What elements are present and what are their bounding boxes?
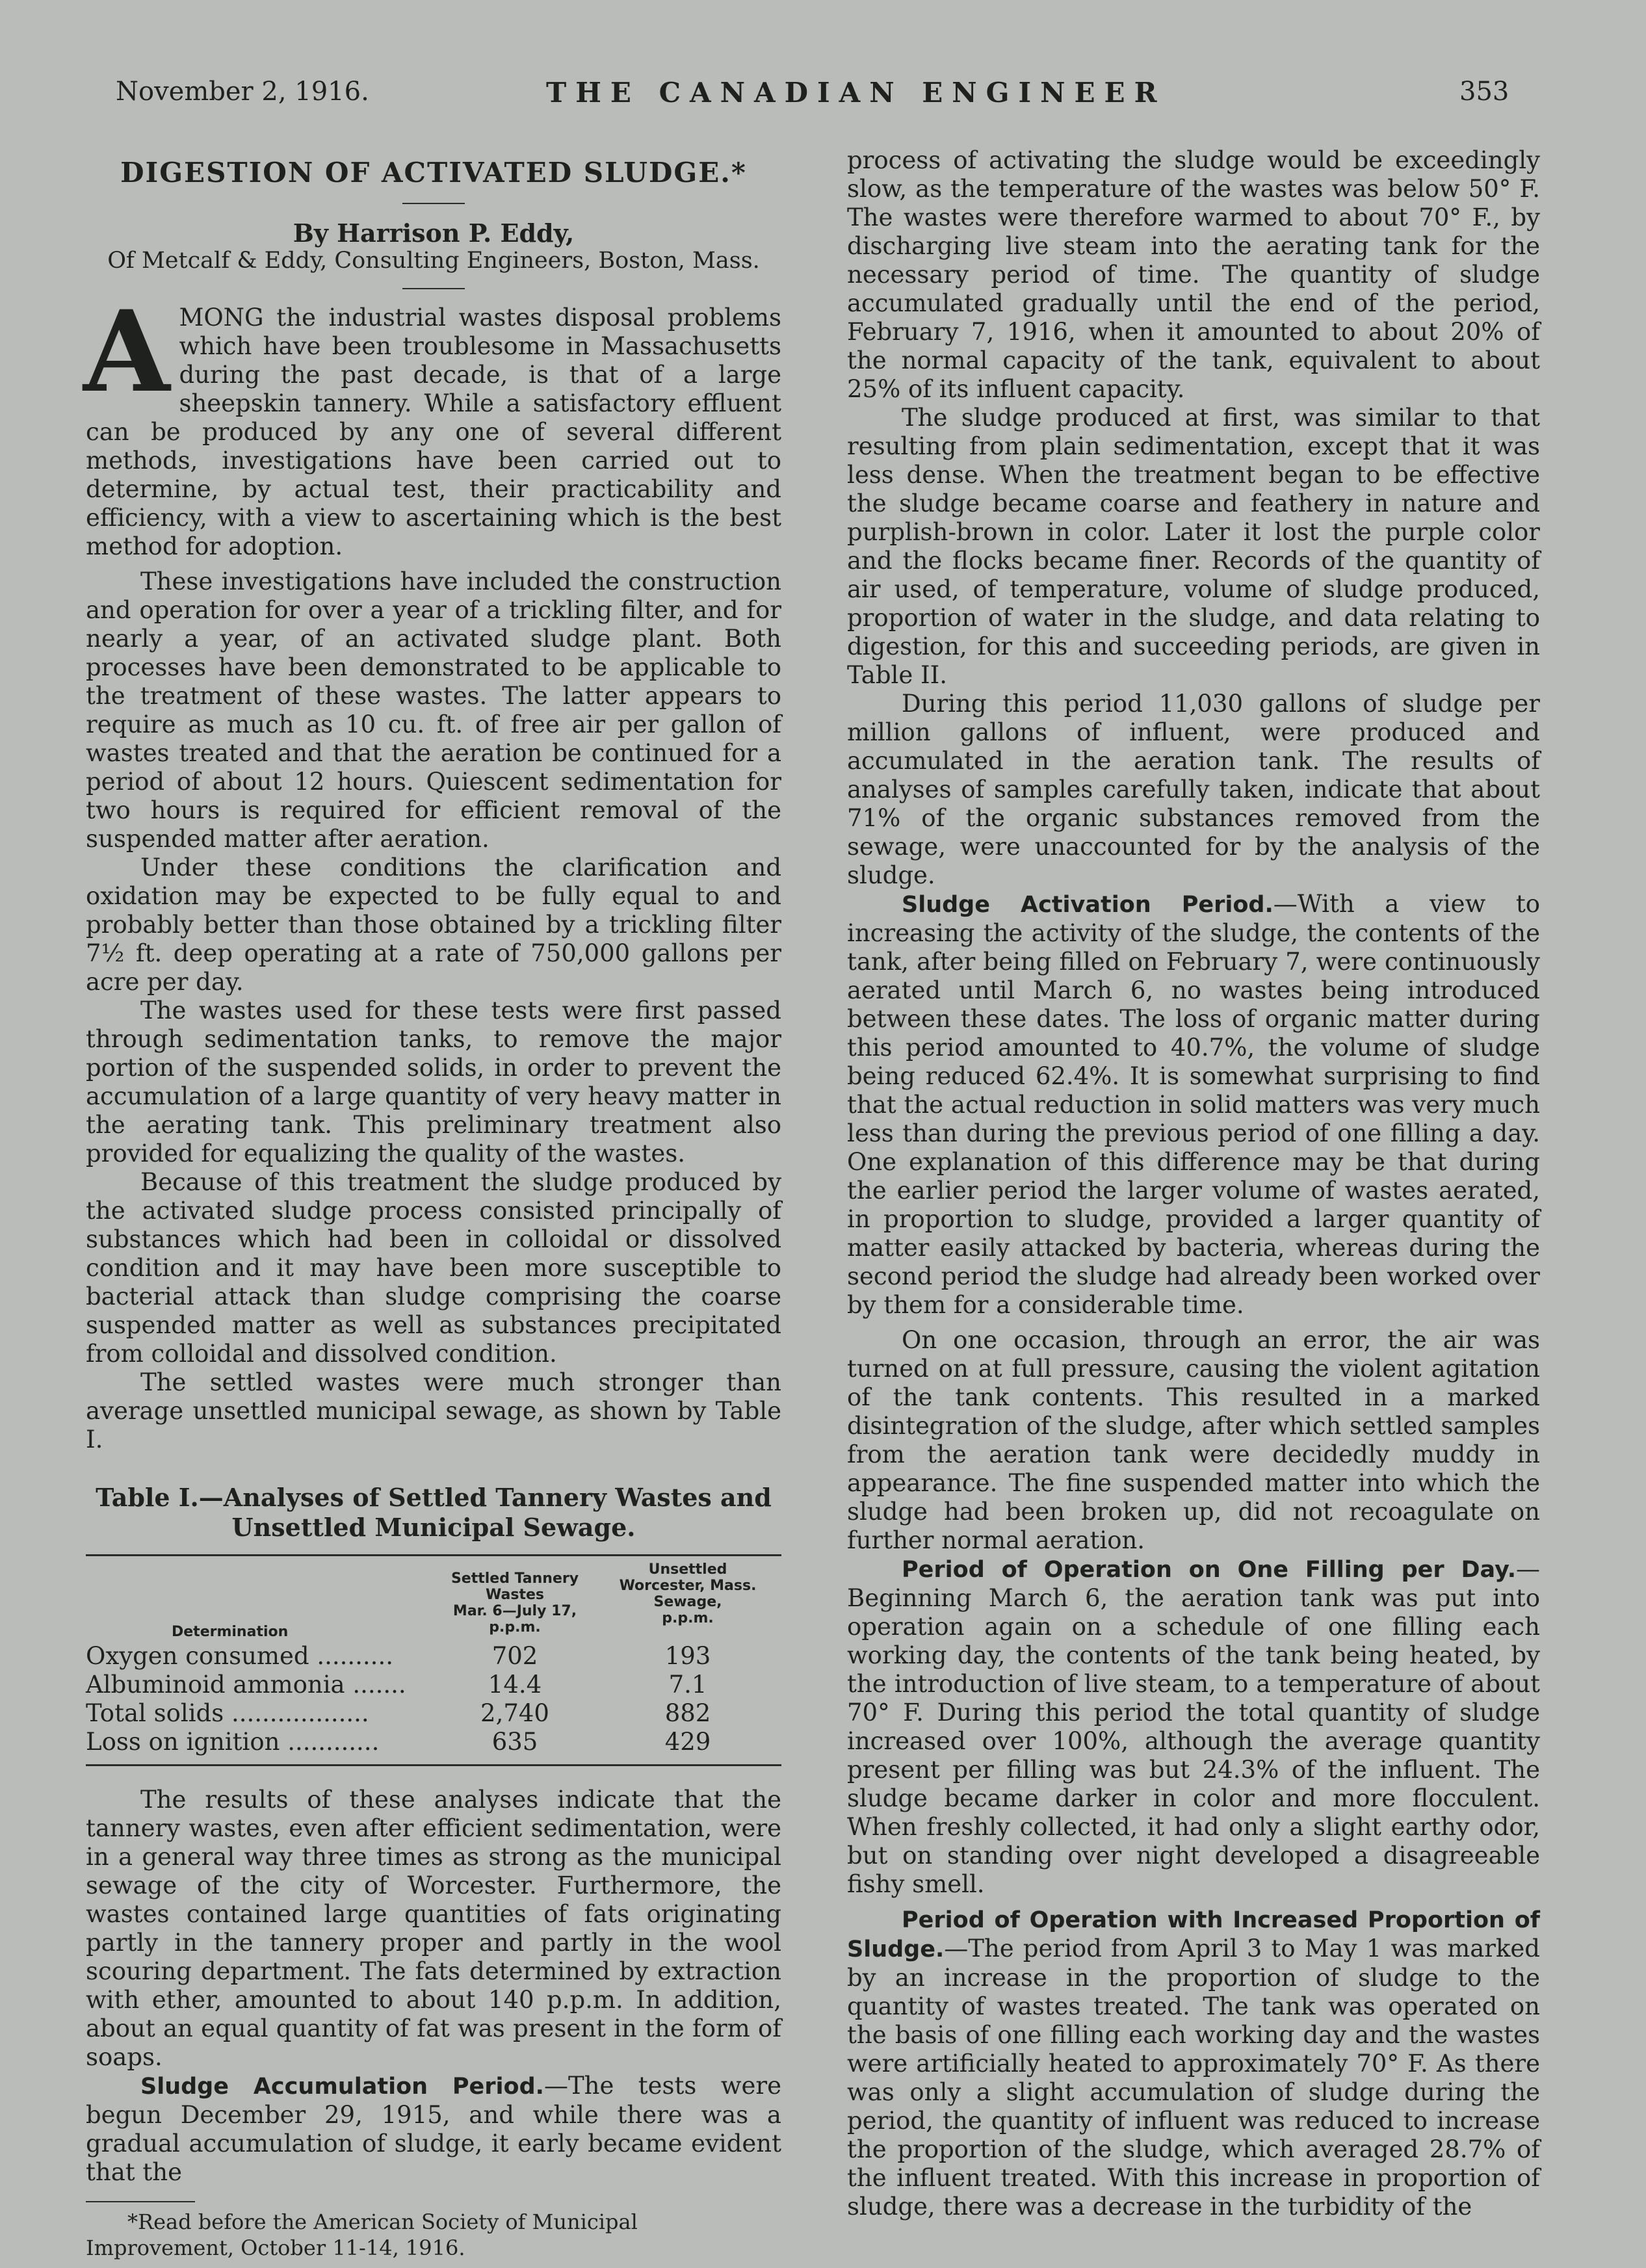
paragraph: These investigations have included the construction and operation for over a year of a trickling filter, and for nearly a year, of an activated sludge plant. Both processes have been demonstrated to be applicable to the treatment of these wastes. The latter appears to require as much as 10 cu. ft. of free air per gallon of wastes treated and that the aeration be continued for a period of about 12 hours. Quiescent sedimentation for two hours is required for efficient removal of the suspended matter after aeration. bbox=[86, 567, 781, 853]
section-sludge-accumulation: Sludge Accumulation Period.—The tests were begun December 29, 1915, and while there was a gradual accumulation of sludge, it early became evident that the bbox=[86, 2072, 781, 2186]
table-row: Total solids .................. 2,740 882 bbox=[86, 1699, 711, 1727]
table-row: Albuminoid ammonia ....... 14.4 7.1 bbox=[86, 1671, 707, 1699]
byline-divider bbox=[402, 288, 465, 289]
intro-text: MONG the industrial wastes disposal problems which have been troublesome in Massachusetts during the past decade, is that of a large sheepskin tannery. While a satisfactory effluent can be produced by any one of several different methods, investigations have been carried out to determine, by actual test, their practicability and efficiency, with a view to ascertaining which is the best method for adoption. bbox=[86, 304, 781, 560]
title-divider bbox=[402, 203, 465, 204]
drop-cap: A bbox=[83, 285, 170, 417]
paragraph: The settled wastes were much stronger than average unsettled municipal sewage, as shown by Table I. bbox=[86, 1368, 781, 1453]
section-one-filling: Period of Operation on One Filling per Day.—Beginning March 6, the aeration tank was put into operation again on a schedule of one filling each working day, the contents of the tank being heated, by the introduction of live steam, to a temperature of about 70° F. During this period the total quantity of sludge increased over 100%, although the average quantity present per filling was but 24.3% of the influent. The sludge became darker in color and more flocculent. When freshly collected, it had only a slight earthy odor, but on standing over night developed a disagreeable fishy smell. bbox=[847, 1555, 1540, 1898]
paragraph: The wastes used for these tests were first passed through sedimentation tanks, to remove the major portion of the suspended solids, in order to prevent the accumulation of a large quantity of very heavy matter in the aerating tank. This preliminary treatment also provided for equalizing the quality of the wastes. bbox=[86, 997, 781, 1167]
intro-paragraph bbox=[83, 285, 781, 561]
paragraph: Because of this treatment the sludge produced by the activated sludge process consisted principally of substances which had been in colloidal or dissolved condition and it may have been more susceptible to bacterial attack than sludge comprising the coarse suspended matter as well as substances precipitated from colloidal and dissolved condition. bbox=[86, 1168, 781, 1368]
column-header-tannery: Settled Tannery Wastes Mar. 6—July 17, p.p.m. bbox=[451, 1571, 579, 1636]
table-header bbox=[86, 1561, 781, 1642]
paragraph: process of activating the sludge would be exceedingly slow, as the temperature of the wastes was below 50° F. The wastes were therefore warmed to about 70° F., by discharging live steam into the aerating tank for the necessary period of time. The quantity of sludge accumulated gradually until the end of the period, February 7, 1916, when it amounted to about 20% of the normal capacity of the tank, equivalent to about 25% of its influent capacity. bbox=[847, 146, 1540, 403]
table-row: Oxygen consumed .......... 702 193 bbox=[86, 1642, 711, 1670]
section-heading: Period of Operation with Increased Proportion of Sludge. bbox=[847, 1907, 1540, 1962]
paragraph: During this period 11,030 gallons of sludge per million gallons of influent, were produced and accumulated in the aeration tank. The results of analyses of samples carefully taken, indicate that about 71% of the organic substances removed from the sewage, were unaccounted for by the analysis of the sludge. bbox=[847, 690, 1540, 889]
paragraph: The results of these analyses indicate that the tannery wastes, even after efficient sedimentation, were in a general way three times as strong as the municipal sewage of the city of Worcester. Furthermore, the wastes contained large quantities of fats originating partly in the tannery proper and partly in the wool scouring department. The fats determined by extraction with ether, amounted to about 140 p.p.m. In addition, about an equal quantity of fat was present in the form of soaps. bbox=[86, 1786, 781, 2071]
article-title: DIGESTION OF ACTIVATED SLUDGE.* bbox=[120, 157, 747, 189]
table-row: Loss on ignition ............ 635 429 bbox=[86, 1728, 711, 1756]
analysis-table bbox=[86, 1554, 781, 1766]
section-sludge-activation: Sludge Activation Period.—With a view to increasing the activity of the sludge, the contents of the tank, after being filled on February 7, were continuously aerated until March 6, no wastes being introduced between these dates. The loss of organic matter during this period amounted to 40.7%, the volume of sludge being reduced 62.4%. It is somewhat surprising to find that the actual reduction in solid matters was very much less than during the previous period of one filling a day. One explanation of this difference may be that during the earlier period the larger volume of wastes aerated, in proportion to sludge, provided a larger quantity of matter easily attacked by bacteria, whereas during the second period the sludge had already been worked over by them for a considerable time. bbox=[847, 890, 1540, 1319]
page-header bbox=[0, 77, 1646, 122]
page-number: 353 bbox=[1459, 77, 1509, 107]
author-byline: By Harrison P. Eddy, bbox=[293, 218, 575, 248]
journal-title: THE CANADIAN ENGINEER bbox=[546, 77, 1166, 109]
section-heading: Period of Operation on One Filling per Day. bbox=[902, 1557, 1516, 1583]
column-header-determination: Determination bbox=[172, 1624, 289, 1640]
section-heading: Sludge Accumulation Period. bbox=[140, 2074, 544, 2100]
paragraph: On one occasion, through an error, the air was turned on at full pressure, causing the violent agitation of the tank contents. This resulted in a marked disintegration of the sludge, after which settled samples from the aeration tank were decidedly muddy in appearance. The fine suspended matter into which the sludge had been broken up, did not recoagulate on further normal aeration. bbox=[847, 1326, 1540, 1554]
left-column bbox=[83, 146, 781, 2261]
table-title: Table I.—Analyses of Settled Tannery Wastes and Unsettled Municipal Sewage. bbox=[96, 1483, 772, 1542]
section-heading: Sludge Activation Period. bbox=[902, 892, 1274, 918]
paragraph: The sludge produced at first, was similar to that resulting from plain sedimentation, except that it was less dense. When the treatment began to be effective the sludge became coarse and feathery in nature and purplish-brown in color. Later it lost the purple color and the flocks became finer. Records of the quantity of air used, of temperature, volume of sludge produced, proportion of water in the sludge, and data relating to digestion, for this and succeeding periods, are given in Table II. bbox=[847, 404, 1540, 689]
author-affiliation: Of Metcalf & Eddy, Consulting Engineers, Boston, Mass. bbox=[107, 248, 760, 274]
footnote: *Read before the American Society of Municipal Improvement, October 11-14, 1916. bbox=[86, 2209, 638, 2260]
section-increased-proportion: Period of Operation with Increased Proportion of Sludge.—The period from April 3 to May 1 was marked by an increase in the proportion of sludge to the quantity of wastes treated. The tank was operated on the basis of one filling each working day and the wastes were artificially heated to approximately 70° F. As there was only a slight accumulation of sludge during the period, the quantity of influent was reduced to increase the proportion of the sludge, which averaged 28.7% of the influent treated. With this increase in proportion of sludge, there was a decrease in the turbidity of the bbox=[847, 1907, 1540, 2221]
footnote-divider bbox=[86, 2201, 195, 2202]
paragraph: Under these conditions the clarification and oxidation may be expected to be fully equal to and probably better than those obtained by a trickling filter 7½ ft. deep operating at a rate of 750,000 gallons per acre per day. bbox=[86, 854, 781, 996]
right-column bbox=[847, 146, 1540, 2221]
issue-date: November 2, 1916. bbox=[116, 77, 369, 107]
column-header-sewage: Unsettled Worcester, Mass. Sewage, p.p.m. bbox=[619, 1561, 757, 1626]
